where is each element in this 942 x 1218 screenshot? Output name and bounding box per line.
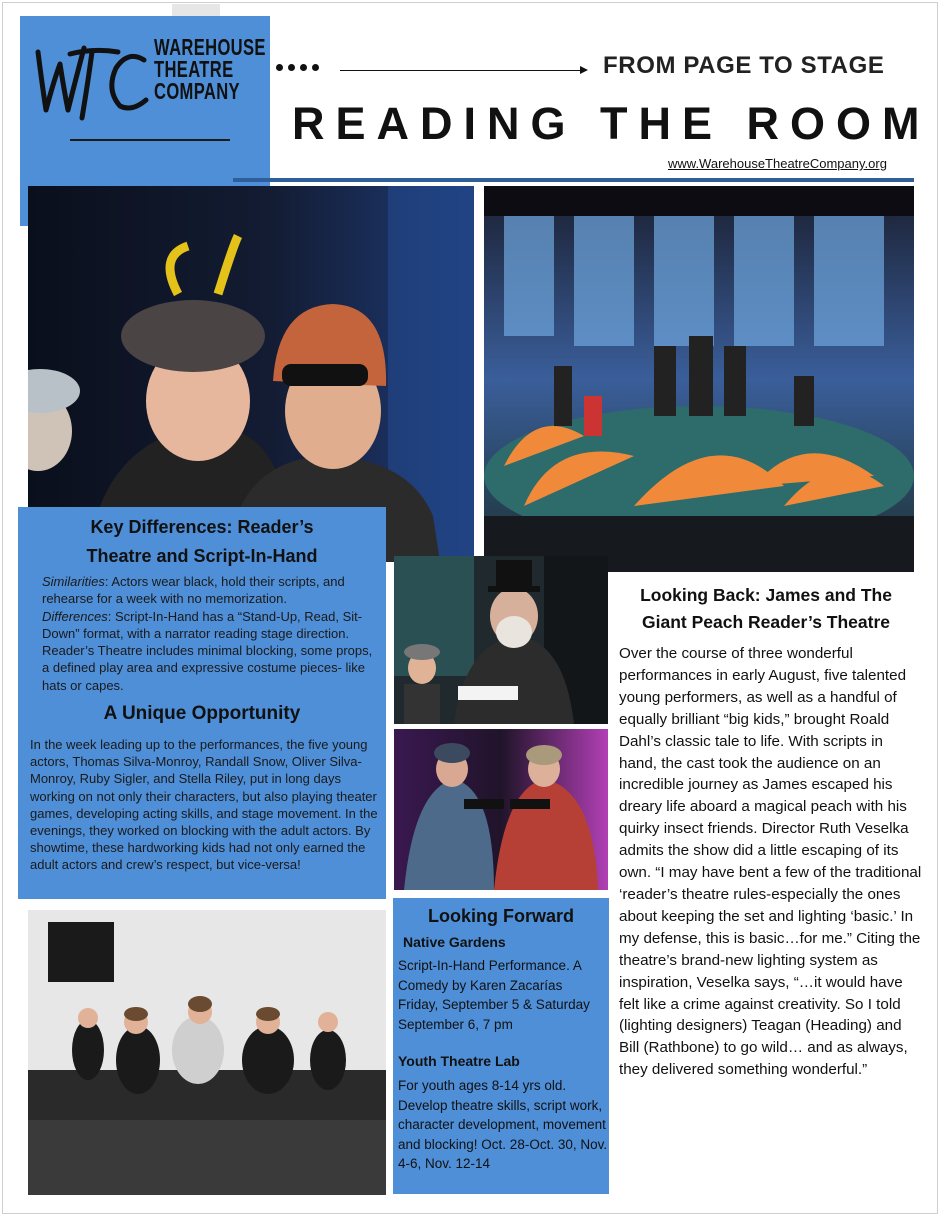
- unique-opportunity-title: A Unique Opportunity: [103, 703, 301, 724]
- photo-top-hat-reader: [394, 556, 608, 724]
- arrow-right-icon: [580, 66, 588, 74]
- key-differences-panel: [18, 507, 386, 899]
- looking-back-title: Looking Back: James and The Giant Peach Reader’s Theatre: [640, 585, 892, 632]
- logo-wordmark: WAREHOUSE THEATRE COMPANY: [154, 34, 266, 104]
- wtc-logo-mark: [32, 34, 152, 124]
- event-youth-theatre-lab-title: Youth Theatre Lab: [398, 1053, 520, 1069]
- looking-forward-panel: [393, 898, 609, 1194]
- header-rule: [233, 178, 914, 182]
- event-youth-theatre-lab-body: For youth ages 8-14 yrs old. Develop theatre skills, script work, character development, movement and blocking! Oct. 28-Oct. 30, Nov. 4-6, Nov. 12-14: [398, 1078, 608, 1171]
- looking-forward-title: Looking Forward: [428, 906, 574, 926]
- logo-underline: [70, 139, 230, 141]
- key-differences-body: Similarities: Actors wear black, hold their scripts, and rehearse for a week with no memorization. Differences: Script-In-Hand has a “Stand-Up, Read, Sit-Down” format, with a narrator reading stage direction. Reader’s Theatre includes minimal blocking, some props, a defined play area and expressive costume pieces- like hats or capes.: [42, 574, 373, 693]
- key-differences-title: Key Differences: Reader’s Theatre and Script-In-Hand: [86, 517, 318, 566]
- website-link[interactable]: www.WarehouseTheatreCompany.org: [668, 156, 887, 171]
- header-dots: [276, 64, 319, 71]
- tagline: FROM PAGE TO STAGE: [603, 52, 885, 79]
- photo-costumed-readers: [394, 729, 608, 890]
- photo-rehearsal-room: [28, 910, 386, 1195]
- photo-stage-umbrellas: [484, 186, 914, 572]
- header-arrow-line: [340, 70, 582, 71]
- photo-young-actors: [28, 186, 474, 562]
- looking-back-body: Over the course of three wonderful performances in early August, five talented young performers, as well as a handful of equally brilliant “big kids,” brought Roald Dahl’s classic tale to life. With scripts in hand, the cast took the audience on an incredible journey as James escaped his dreary life aboard a magical peach with his quirky insect friends. Director Ruth Veselka admits the show did a little escaping of its own. “I may have bent a few of the traditional ‘reader’s theatre rules-especially the ones about keeping the set and lighting ‘basic.’ In my defense, this is basic…for me.” Citing the theatre’s brand-new lighting system as inspiration, Veselka says, “…it would have felt like a crime against creativity. So I told (lighting designers) Teagan (Heading) and Bill (Rathbone) to go wild… and as always, they delivered something wonderful.”: [619, 645, 922, 1079]
- event-native-gardens-body: Script-In-Hand Performance. A Comedy by Karen Zacarías Friday, September 5 & Saturday September 6, 7 pm: [398, 958, 590, 1032]
- event-native-gardens-title: Native Gardens: [403, 934, 506, 950]
- page-title: READING THE ROOM: [292, 98, 931, 149]
- unique-opportunity-body: In the week leading up to the performances, the five young actors, Thomas Silva-Monroy, Randall Snow, Oliver Silva-Monroy, Ruby Sigler, and Stella Riley, put in long days working on not only their characters, but also playing theater games, developing acting skills, and stage movement. In the evenings, they worked on blocking with the adult actors. By showtime, these hardworking kids had not only earned the adult actors and crew’s respect, but vice-versa!: [30, 737, 378, 873]
